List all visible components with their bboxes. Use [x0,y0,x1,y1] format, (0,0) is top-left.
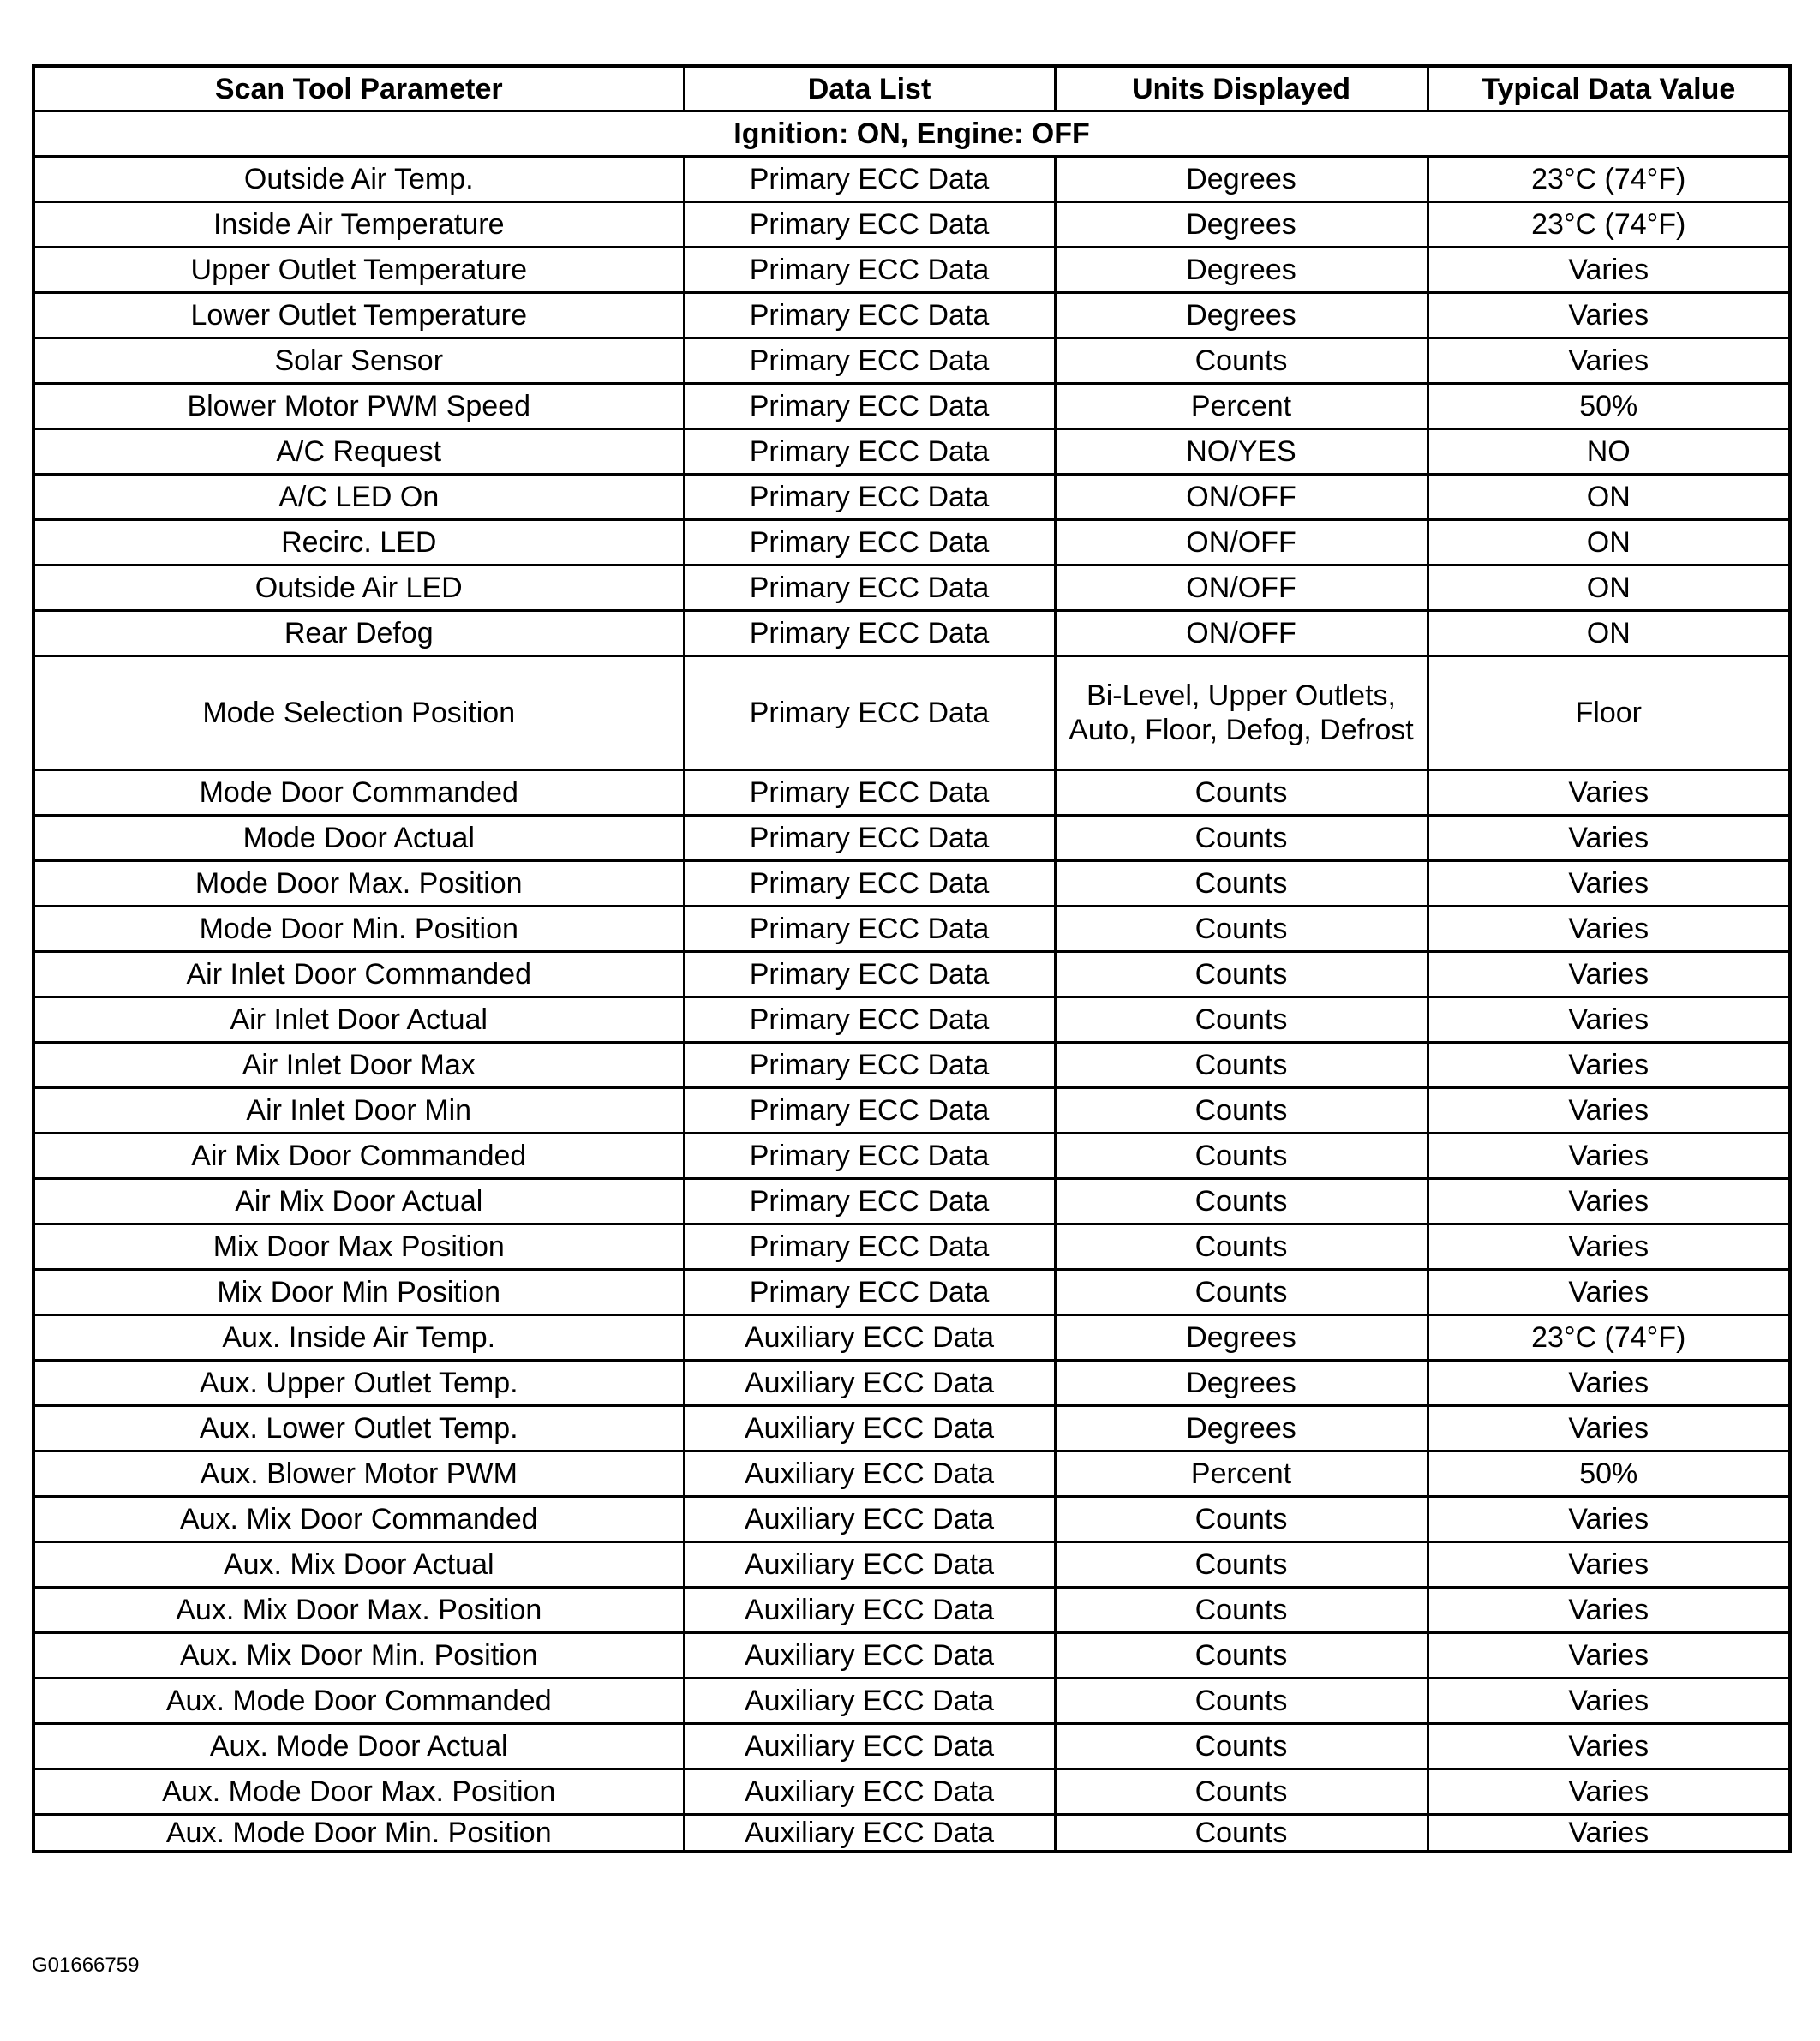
typical-value-cell: 23°C (74°F) [1428,157,1790,202]
units-cell: Counts [1055,1497,1428,1542]
typical-value-cell: 50% [1428,384,1790,429]
data-list-cell: Auxiliary ECC Data [684,1724,1055,1769]
header-row [33,66,1790,111]
units-cell: Counts [1055,1769,1428,1815]
data-list-cell: Auxiliary ECC Data [684,1406,1055,1451]
units-cell: Degrees [1055,157,1428,202]
units-cell: Counts [1055,1043,1428,1088]
typical-value-cell: Varies [1428,1134,1790,1179]
data-list-cell: Primary ECC Data [684,520,1055,566]
data-list-cell: Primary ECC Data [684,656,1055,770]
units-cell: Counts [1055,338,1428,384]
header-data-list: Data List [684,66,1055,111]
data-list-cell: Primary ECC Data [684,384,1055,429]
typical-value-cell: Varies [1428,248,1790,293]
parameter-cell: Aux. Mode Door Actual [33,1724,684,1769]
table-row [33,1088,1790,1134]
data-list-cell: Primary ECC Data [684,157,1055,202]
units-cell: Degrees [1055,202,1428,248]
units-cell: ON/OFF [1055,611,1428,656]
parameter-cell: Mode Selection Position [33,656,684,770]
table-row [33,1224,1790,1270]
units-cell: Percent [1055,384,1428,429]
parameter-cell: Aux. Lower Outlet Temp. [33,1406,684,1451]
units-cell: Counts [1055,1270,1428,1315]
parameter-cell: Aux. Mix Door Min. Position [33,1633,684,1679]
units-cell: Counts [1055,1679,1428,1724]
data-list-cell: Primary ECC Data [684,338,1055,384]
data-list-cell: Primary ECC Data [684,566,1055,611]
typical-value-cell: Varies [1428,1724,1790,1769]
data-list-cell: Primary ECC Data [684,1088,1055,1134]
table-row [33,611,1790,656]
parameter-cell: Upper Outlet Temperature [33,248,684,293]
data-list-cell: Primary ECC Data [684,293,1055,338]
units-cell: Degrees [1055,1315,1428,1361]
parameter-cell: Aux. Inside Air Temp. [33,1315,684,1361]
table-row [33,816,1790,861]
parameter-cell: A/C LED On [33,475,684,520]
parameter-cell: Outside Air Temp. [33,157,684,202]
parameter-cell: Aux. Mix Door Max. Position [33,1588,684,1633]
data-list-cell: Primary ECC Data [684,816,1055,861]
table-row [33,1361,1790,1406]
typical-value-cell: ON [1428,520,1790,566]
units-cell: Counts [1055,1633,1428,1679]
parameter-cell: A/C Request [33,429,684,475]
units-cell: Counts [1055,1179,1428,1224]
units-cell: Counts [1055,907,1428,952]
data-list-cell: Primary ECC Data [684,997,1055,1043]
table-row [33,202,1790,248]
table-row [33,1315,1790,1361]
typical-value-cell: ON [1428,475,1790,520]
data-list-cell: Primary ECC Data [684,248,1055,293]
typical-value-cell: Floor [1428,656,1790,770]
data-list-cell: Primary ECC Data [684,202,1055,248]
table-row [33,1179,1790,1224]
table-row [33,1270,1790,1315]
typical-value-cell: Varies [1428,861,1790,907]
data-list-cell: Primary ECC Data [684,1043,1055,1088]
typical-value-cell: Varies [1428,1588,1790,1633]
table-row [33,656,1790,770]
units-cell: ON/OFF [1055,566,1428,611]
units-cell: Counts [1055,770,1428,816]
header-scan-tool-parameter: Scan Tool Parameter [33,66,684,111]
typical-value-cell: 23°C (74°F) [1428,1315,1790,1361]
data-list-cell: Primary ECC Data [684,1224,1055,1270]
typical-value-cell: Varies [1428,1088,1790,1134]
parameter-cell: Mode Door Min. Position [33,907,684,952]
scan-tool-data-table-container [32,64,1788,1853]
table-row [33,770,1790,816]
units-cell: Degrees [1055,293,1428,338]
table-row [33,1406,1790,1451]
table-row [33,1497,1790,1542]
typical-value-cell: ON [1428,566,1790,611]
typical-value-cell: Varies [1428,1815,1790,1852]
header-typical-data-value: Typical Data Value [1428,66,1790,111]
parameter-cell: Mix Door Min Position [33,1270,684,1315]
parameter-cell: Lower Outlet Temperature [33,293,684,338]
header-units-displayed: Units Displayed [1055,66,1428,111]
table-row [33,1679,1790,1724]
data-list-cell: Auxiliary ECC Data [684,1815,1055,1852]
table-row [33,952,1790,997]
table-row [33,1769,1790,1815]
parameter-cell: Inside Air Temperature [33,202,684,248]
units-cell: Counts [1055,997,1428,1043]
units-cell: Counts [1055,861,1428,907]
table-row [33,429,1790,475]
data-list-cell: Auxiliary ECC Data [684,1633,1055,1679]
table-body [33,111,1790,1852]
parameter-cell: Aux. Mix Door Commanded [33,1497,684,1542]
table-row [33,248,1790,293]
table-row [33,338,1790,384]
parameter-cell: Aux. Upper Outlet Temp. [33,1361,684,1406]
table-row [33,1588,1790,1633]
table-row [33,1043,1790,1088]
units-cell: ON/OFF [1055,520,1428,566]
data-list-cell: Auxiliary ECC Data [684,1497,1055,1542]
typical-value-cell: Varies [1428,1633,1790,1679]
table-row [33,1815,1790,1852]
table-row [33,1542,1790,1588]
data-list-cell: Primary ECC Data [684,1270,1055,1315]
typical-value-cell: Varies [1428,1679,1790,1724]
section-label: Ignition: ON, Engine: OFF [33,111,1790,157]
typical-value-cell: Varies [1428,997,1790,1043]
typical-value-cell: Varies [1428,293,1790,338]
table-row [33,293,1790,338]
table-row [33,907,1790,952]
image-id-label: G01666759 [32,1954,140,1977]
units-cell: Counts [1055,1224,1428,1270]
data-list-cell: Primary ECC Data [684,861,1055,907]
table-row [33,1134,1790,1179]
units-cell: Counts [1055,1724,1428,1769]
data-list-cell: Auxiliary ECC Data [684,1451,1055,1497]
units-cell: Counts [1055,1134,1428,1179]
data-list-cell: Auxiliary ECC Data [684,1315,1055,1361]
units-cell: Counts [1055,952,1428,997]
typical-value-cell: Varies [1428,952,1790,997]
parameter-cell: Recirc. LED [33,520,684,566]
parameter-cell: Air Inlet Door Min [33,1088,684,1134]
data-list-cell: Primary ECC Data [684,429,1055,475]
parameter-cell: Solar Sensor [33,338,684,384]
parameter-cell: Rear Defog [33,611,684,656]
parameter-cell: Aux. Mode Door Max. Position [33,1769,684,1815]
data-list-cell: Primary ECC Data [684,1134,1055,1179]
typical-value-cell: Varies [1428,1179,1790,1224]
parameter-cell: Mode Door Max. Position [33,861,684,907]
units-cell: Bi-Level, Upper Outlets, Auto, Floor, Defog, Defrost [1055,656,1428,770]
table-row [33,384,1790,429]
table-row [33,475,1790,520]
typical-value-cell: Varies [1428,907,1790,952]
typical-value-cell: Varies [1428,1769,1790,1815]
parameter-cell: Mode Door Commanded [33,770,684,816]
parameter-cell: Mix Door Max Position [33,1224,684,1270]
scan-tool-data-table [32,64,1792,1853]
data-list-cell: Primary ECC Data [684,611,1055,656]
data-list-cell: Primary ECC Data [684,907,1055,952]
table-row [33,997,1790,1043]
data-list-cell: Primary ECC Data [684,770,1055,816]
parameter-cell: Air Inlet Door Max [33,1043,684,1088]
units-cell: ON/OFF [1055,475,1428,520]
data-list-cell: Primary ECC Data [684,475,1055,520]
data-list-cell: Auxiliary ECC Data [684,1769,1055,1815]
parameter-cell: Aux. Mix Door Actual [33,1542,684,1588]
units-cell: Degrees [1055,1406,1428,1451]
table-row [33,861,1790,907]
units-cell: Counts [1055,816,1428,861]
units-cell: Counts [1055,1588,1428,1633]
parameter-cell: Outside Air LED [33,566,684,611]
typical-value-cell: Varies [1428,1224,1790,1270]
parameter-cell: Air Mix Door Commanded [33,1134,684,1179]
typical-value-cell: Varies [1428,1542,1790,1588]
parameter-cell: Air Mix Door Actual [33,1179,684,1224]
units-cell: Degrees [1055,248,1428,293]
typical-value-cell: Varies [1428,816,1790,861]
table-row [33,1451,1790,1497]
typical-value-cell: Varies [1428,1043,1790,1088]
data-list-cell: Auxiliary ECC Data [684,1679,1055,1724]
units-cell: Percent [1055,1451,1428,1497]
parameter-cell: Blower Motor PWM Speed [33,384,684,429]
section-row [33,111,1790,157]
typical-value-cell: Varies [1428,1361,1790,1406]
table-row [33,520,1790,566]
parameter-cell: Aux. Blower Motor PWM [33,1451,684,1497]
table-row [33,566,1790,611]
parameter-cell: Mode Door Actual [33,816,684,861]
parameter-cell: Aux. Mode Door Min. Position [33,1815,684,1852]
typical-value-cell: Varies [1428,338,1790,384]
table-row [33,1724,1790,1769]
data-list-cell: Auxiliary ECC Data [684,1588,1055,1633]
typical-value-cell: 50% [1428,1451,1790,1497]
typical-value-cell: Varies [1428,770,1790,816]
data-list-cell: Auxiliary ECC Data [684,1542,1055,1588]
typical-value-cell: Varies [1428,1497,1790,1542]
parameter-cell: Air Inlet Door Actual [33,997,684,1043]
table-row [33,1633,1790,1679]
units-cell: Degrees [1055,1361,1428,1406]
typical-value-cell: 23°C (74°F) [1428,202,1790,248]
typical-value-cell: Varies [1428,1406,1790,1451]
parameter-cell: Air Inlet Door Commanded [33,952,684,997]
typical-value-cell: NO [1428,429,1790,475]
typical-value-cell: Varies [1428,1270,1790,1315]
units-cell: Counts [1055,1542,1428,1588]
table-header [33,66,1790,111]
table-row [33,157,1790,202]
data-list-cell: Primary ECC Data [684,952,1055,997]
units-cell: Counts [1055,1088,1428,1134]
typical-value-cell: ON [1428,611,1790,656]
units-cell: NO/YES [1055,429,1428,475]
data-list-cell: Auxiliary ECC Data [684,1361,1055,1406]
data-list-cell: Primary ECC Data [684,1179,1055,1224]
units-cell: Counts [1055,1815,1428,1852]
parameter-cell: Aux. Mode Door Commanded [33,1679,684,1724]
